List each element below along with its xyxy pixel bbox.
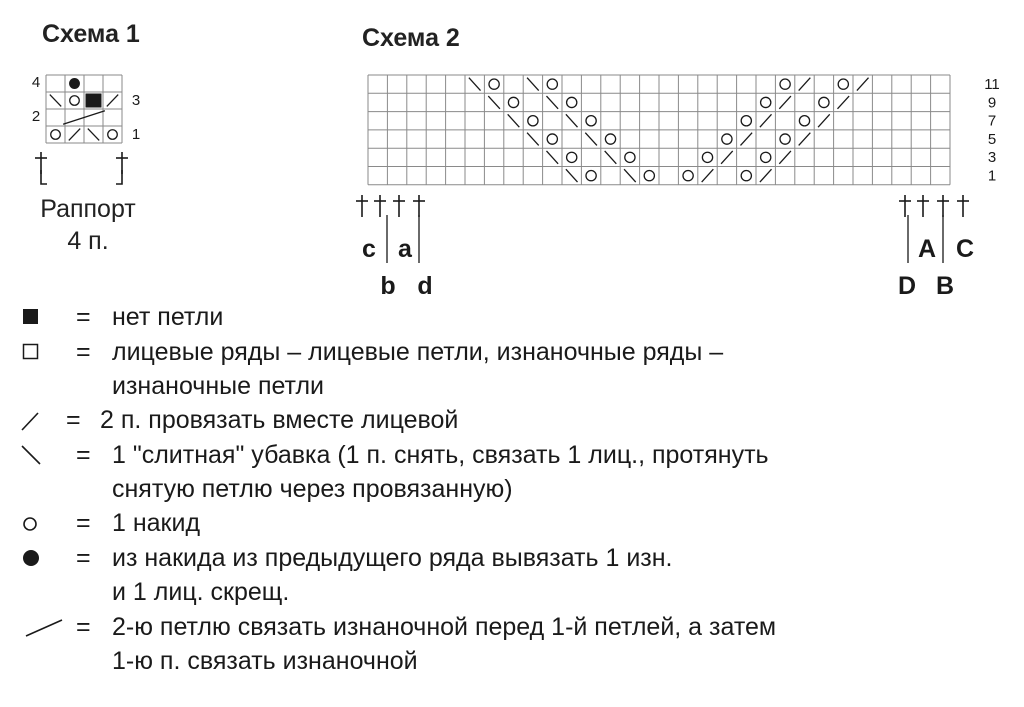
legend-text-cont: снятую петлю через провязанную): [112, 475, 513, 503]
yarn-over-symbol: [838, 79, 848, 89]
yarn-over-symbol: [819, 97, 829, 107]
yarn-over-symbol: [547, 134, 557, 144]
yarn-over-symbol: [799, 116, 809, 126]
rapport-bracket: [116, 170, 122, 184]
k2tog-symbol: [799, 78, 811, 91]
decrease-symbol: [624, 169, 636, 182]
row-number: 7: [987, 112, 997, 130]
yarn-over-symbol: [761, 152, 771, 162]
decrease-symbol: [566, 169, 578, 182]
row-number: 3: [131, 92, 141, 109]
yarn-over-symbol: [741, 171, 751, 181]
equals-sign: =: [76, 338, 91, 366]
equals-sign: =: [66, 406, 81, 434]
scheme-2-title: Схема 2: [362, 24, 460, 52]
rapport-label: Раппорт: [40, 195, 136, 223]
k2tog-symbol: [740, 133, 752, 146]
rapport-count: 4 п.: [67, 227, 109, 255]
yarn-over-symbol: [567, 152, 577, 162]
scheme-1-title: Схема 1: [42, 20, 140, 48]
yarn-over-symbol: [108, 130, 118, 140]
legend-text-cont: и 1 лиц. скрещ.: [112, 578, 290, 606]
k2tog-symbol: [760, 114, 772, 127]
legend-text: из накида из предыдущего ряда вывязать 1 изн.: [112, 544, 673, 572]
repeat-label: D: [897, 272, 917, 300]
decrease-symbol: [50, 95, 61, 107]
decrease-symbol: [546, 96, 558, 109]
legend-text: лицевые ряды – лицевые петли, изнаночные ряды –: [112, 338, 724, 366]
equals-sign: =: [76, 303, 91, 331]
yarn-over-symbol: [702, 152, 712, 162]
purl-knit-from-yo-symbol: [69, 78, 80, 89]
row-number: 11: [984, 76, 1000, 93]
decrease-symbol: [88, 129, 99, 141]
legend-text: нет петли: [112, 303, 224, 331]
k2tog-symbol: [721, 151, 733, 164]
k2tog-symbol: [69, 129, 80, 141]
yarn-over-symbol: [528, 116, 538, 126]
k2tog-symbol: [702, 169, 714, 182]
decrease-symbol: [546, 151, 558, 164]
repeat-label: A: [917, 235, 937, 263]
scheme-1-grid: [32, 74, 140, 184]
equals-sign: =: [76, 613, 91, 641]
k2tog-symbol: [107, 95, 118, 107]
yarn-over-symbol: [567, 97, 577, 107]
legend-text: 2 п. провязать вместе лицевой: [100, 406, 459, 434]
repeat-label: C: [955, 235, 975, 263]
decrease-symbol: [585, 133, 597, 146]
row-number: 9: [987, 94, 997, 112]
equals-sign: =: [76, 441, 91, 469]
yarn-over-symbol: [70, 96, 80, 106]
k2tog-symbol: [818, 114, 830, 127]
repeat-label: a: [398, 235, 412, 263]
empty-square-icon: [14, 335, 54, 369]
circle-icon: [14, 506, 54, 540]
yarn-over-symbol: [586, 171, 596, 181]
k2tog-symbol: [779, 151, 791, 164]
row-number: 5: [987, 130, 997, 148]
k2tog-symbol: [857, 78, 869, 91]
decrease-symbol: [527, 78, 539, 91]
repeat-label: B: [935, 272, 955, 300]
rapport-bracket: [41, 170, 47, 184]
yarn-over-symbol: [51, 130, 61, 140]
legend-text: 1 "слитная" убавка (1 п. снять, связать 1 лиц., протянуть: [112, 441, 769, 469]
yarn-over-symbol: [722, 134, 732, 144]
row-number: 1: [987, 167, 997, 185]
repeat-label: c: [362, 235, 376, 263]
equals-sign: =: [76, 509, 91, 537]
yarn-over-symbol: [586, 116, 596, 126]
legend-text-cont: изнаночные петли: [112, 372, 325, 400]
yarn-over-symbol: [780, 134, 790, 144]
yarn-over-symbol: [780, 79, 790, 89]
decrease-symbol: [605, 151, 617, 164]
k2tog-symbol: [799, 133, 811, 146]
decrease-symbol: [488, 96, 500, 109]
no-stitch-symbol: [86, 94, 102, 108]
repeat-label: b: [380, 272, 396, 300]
decrease-symbol: [469, 78, 481, 91]
decrease-symbol: [527, 133, 539, 146]
backslash-icon: [14, 438, 54, 472]
yarn-over-symbol: [605, 134, 615, 144]
legend-text-cont: 1-ю п. связать изнаночной: [112, 647, 418, 675]
yarn-over-symbol: [761, 97, 771, 107]
yarn-over-symbol: [508, 97, 518, 107]
scheme-2-grid: [356, 75, 1000, 300]
k2tog-symbol: [760, 169, 772, 182]
yarn-over-symbol: [683, 171, 693, 181]
legend-text: 1 накид: [112, 509, 201, 537]
k2tog-symbol: [837, 96, 849, 109]
repeat-label: d: [417, 272, 433, 300]
decrease-symbol: [566, 114, 578, 127]
filled-square-icon: [14, 300, 54, 334]
yarn-over-symbol: [547, 79, 557, 89]
row-number: 1: [131, 126, 141, 143]
filled-circle-icon: [14, 541, 54, 575]
slash-icon: [14, 403, 54, 437]
row-number: 4: [31, 74, 41, 91]
yarn-over-symbol: [741, 116, 751, 126]
yarn-over-symbol: [625, 152, 635, 162]
k2tog-symbol: [779, 96, 791, 109]
long-slash-icon: [12, 610, 68, 644]
row-number: 2: [31, 108, 41, 125]
legend-text: 2-ю петлю связать изнаночной перед 1-й петлей, а затем: [112, 613, 777, 641]
yarn-over-symbol: [644, 171, 654, 181]
row-number: 3: [987, 149, 997, 167]
decrease-symbol: [508, 114, 520, 127]
equals-sign: =: [76, 544, 91, 572]
yarn-over-symbol: [489, 79, 499, 89]
